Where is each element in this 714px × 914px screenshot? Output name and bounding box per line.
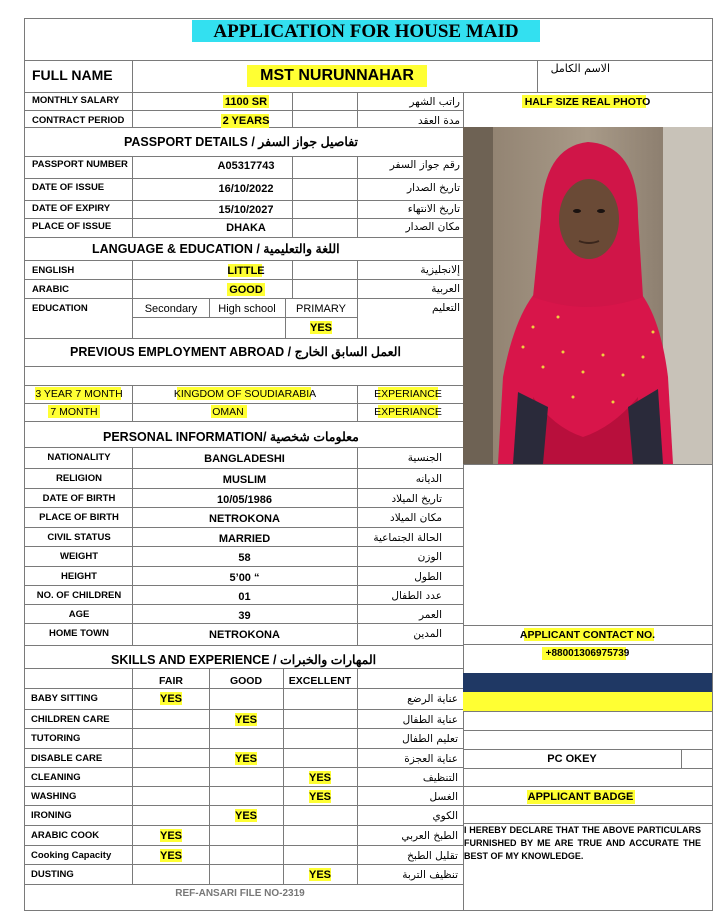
grid-line [712, 18, 713, 910]
photo-label: HALF SIZE REAL PHOTO [524, 96, 651, 108]
grid-line [132, 92, 133, 127]
grid-line [24, 585, 463, 586]
passport-row-label: PASSPORT NUMBER [32, 159, 128, 170]
skill-mark: YES [308, 869, 331, 881]
passport-row-arabic: مكان الصدار [405, 221, 460, 233]
navy-bar [463, 673, 712, 692]
skill-row-arabic: تقليل الطبخ [407, 850, 458, 862]
passport-row-value: DHAKA [226, 222, 266, 234]
grid-line [292, 92, 293, 127]
education-arabic: التعليم [432, 302, 460, 314]
arabic-lang-arabic: العربية [431, 283, 460, 295]
passport-heading: PASSPORT DETAILS / تفاصيل جواز السفر [124, 135, 359, 149]
personal-row-arabic: العمر [418, 609, 442, 621]
grid-line [24, 468, 463, 469]
personal-row-value: 5’00 “ [229, 572, 260, 584]
employment-heading: PREVIOUS EMPLOYMENT ABROAD / العمل السابق الخارج [70, 345, 401, 359]
passport-row-value: 16/10/2022 [218, 183, 274, 195]
grid-line [132, 156, 133, 237]
skill-row-label: TUTORING [31, 733, 81, 744]
grid-line [24, 110, 463, 111]
skills-heading: SKILLS AND EXPERIENCE / المهارات والخبرات [111, 653, 377, 667]
skill-row-arabic: تنظيف التربة [402, 869, 458, 881]
personal-row-arabic: الديانه [415, 473, 442, 485]
personal-row-label: NO. OF CHILDREN [36, 590, 122, 601]
personal-row-label: HEIGHT [61, 571, 97, 582]
grid-line [463, 730, 712, 731]
personal-row-value: NETROKONA [209, 513, 280, 525]
passport-row-label: PLACE OF ISSUE [32, 221, 112, 232]
grid-line [24, 623, 463, 624]
skill-row-arabic: الطبخ العربي [401, 830, 458, 842]
personal-row-value: NETROKONA [209, 629, 280, 641]
grid-line [357, 260, 358, 338]
passport-row-arabic: تاريخ الصدار [407, 182, 460, 194]
education-selected: YES [309, 322, 332, 334]
passport-row-label: DATE OF ISSUE [32, 182, 105, 193]
skill-col-fair: FAIR [159, 675, 183, 687]
grid-line [463, 644, 712, 645]
skill-row-arabic: التنظيف [422, 772, 458, 784]
salary-arabic: راتب الشهر [409, 96, 460, 108]
grid-line [24, 805, 463, 806]
personal-row-arabic: تاريخ الميلاد [391, 493, 442, 505]
education-option-secondary: Secondary [144, 303, 198, 315]
grid-line [24, 18, 713, 19]
grid-line [463, 749, 712, 750]
grid-line [463, 768, 712, 769]
education-label: EDUCATION [32, 303, 88, 314]
grid-line [24, 668, 463, 669]
grid-line [24, 507, 463, 508]
english-label: ENGLISH [32, 265, 75, 276]
emp2-type: EXPERIANCE [374, 406, 442, 418]
contract-value: 2 YEARS [222, 115, 270, 127]
arabic-label: ARABIC [32, 284, 69, 295]
skill-mark: YES [308, 772, 331, 784]
personal-row-label: HOME TOWN [49, 628, 109, 639]
skill-row-label: CLEANING [31, 772, 81, 783]
grid-line [24, 825, 463, 826]
skill-col-good: GOOD [229, 675, 263, 687]
grid-line [292, 260, 293, 298]
declaration: I HEREBY DECLARE THAT THE ABOVE PARTICULARS FURNISHED BY ME ARE TRUE AND ACCURATE THE BEST OF MY KNOWLEDGE. [464, 825, 701, 861]
grid-line [463, 786, 712, 787]
grid-line [24, 218, 463, 219]
grid-line [537, 60, 538, 92]
salary-label: MONTHLY SALARY [32, 95, 120, 106]
passport-row-arabic: رقم جواز السفر [389, 159, 460, 171]
grid-line [24, 864, 463, 865]
emp1-type: EXPERIANCE [374, 388, 442, 400]
skill-row-arabic: الغسل [429, 791, 458, 803]
grid-line [24, 767, 463, 768]
personal-row-value: 58 [238, 552, 251, 564]
grid-line [24, 366, 463, 367]
personal-row-label: NATIONALITY [47, 452, 111, 463]
grid-line [24, 156, 463, 157]
contact-value: +88001306975739 [545, 648, 630, 659]
grid-line [132, 60, 133, 92]
personal-row-arabic: الطول [414, 571, 442, 583]
full-name-arabic: الاسم الكامل [550, 62, 610, 75]
skill-row-label: DUSTING [31, 869, 74, 880]
skill-mark: YES [234, 810, 257, 822]
skill-row-arabic: تعليم الطفال [402, 733, 458, 745]
skill-row-label: WASHING [31, 791, 77, 802]
grid-line [133, 317, 357, 318]
passport-row-arabic: تاريخ الانتهاء [407, 203, 460, 215]
grid-line [24, 748, 463, 749]
personal-row-label: AGE [68, 609, 90, 620]
language-heading: LANGUAGE & EDUCATION / اللغة والتعليمية [92, 242, 340, 256]
grid-line [463, 805, 712, 806]
personal-row-value: 10/05/1986 [216, 494, 273, 506]
personal-row-value: BANGLADESHI [204, 453, 285, 465]
skill-mark: YES [159, 850, 182, 862]
grid-line [292, 156, 293, 237]
grid-line [24, 688, 463, 689]
grid-line [24, 237, 463, 238]
emp1-duration: 3 YEAR 7 MONTH [35, 388, 123, 400]
grid-line [24, 604, 463, 605]
skill-row-label: CHILDREN CARE [31, 714, 110, 725]
skill-row-label: DISABLE CARE [31, 753, 103, 764]
emp2-country: OMAN [212, 406, 244, 418]
grid-line [463, 464, 712, 465]
grid-line [24, 92, 713, 93]
personal-row-arabic: الوزن [417, 551, 442, 563]
personal-row-arabic: الجنسية [407, 452, 442, 464]
personal-row-label: PLACE OF BIRTH [39, 512, 119, 523]
skill-mark: YES [234, 753, 257, 765]
personal-row-value: 39 [238, 610, 251, 622]
badge-label: APPLICANT BADGE [527, 791, 634, 803]
applicant-photo-image [463, 127, 712, 464]
skill-row-arabic: عناية العجزة [404, 753, 458, 765]
salary-value: 1100 SR [224, 96, 268, 108]
english-arabic: إلانجليزية [420, 264, 460, 276]
skill-row-label: BABY SITTING [31, 693, 98, 704]
grid-line [24, 488, 463, 489]
grid-line [24, 566, 463, 567]
contract-label: CONTRACT PERIOD [32, 115, 125, 126]
grid-line [24, 338, 463, 339]
grid-line [24, 178, 463, 179]
personal-row-arabic: عدد الطفال [391, 590, 442, 602]
personal-heading: PERSONAL INFORMATION/ معلومات شخصية [103, 430, 359, 444]
passport-row-value: 15/10/2027 [218, 204, 274, 216]
personal-row-arabic: المدين [413, 628, 442, 640]
full-name-label: FULL NAME [32, 67, 113, 83]
grid-line [357, 668, 358, 884]
grid-line [357, 447, 358, 645]
yellow-bar [463, 692, 712, 711]
grid-line [463, 711, 712, 712]
grid-line [24, 260, 463, 261]
grid-line [24, 385, 463, 386]
personal-row-arabic: مكان الميلاد [390, 512, 442, 524]
grid-line [463, 625, 712, 626]
page-title: APPLICATION FOR HOUSE MAID [213, 21, 519, 42]
grid-line [24, 18, 25, 910]
grid-line [24, 645, 463, 646]
grid-line [24, 786, 463, 787]
grid-line [24, 910, 713, 911]
personal-row-value: MUSLIM [222, 474, 267, 486]
personal-row-arabic: الحالة الجتماعية [373, 532, 442, 544]
skill-row-arabic: عناية الرضع [407, 693, 458, 705]
grid-line [24, 403, 463, 404]
passport-row-label: DATE OF EXPIRY [32, 203, 111, 214]
skill-row-label: IRONING [31, 810, 72, 821]
grid-line [24, 546, 463, 547]
contact-label: APPLICANT CONTACT NO. [519, 629, 656, 641]
grid-line [24, 200, 463, 201]
skill-mark: YES [159, 693, 182, 705]
education-option-primary: PRIMARY [296, 303, 346, 315]
grid-line [24, 884, 463, 885]
skill-row-label: ARABIC COOK [31, 830, 100, 841]
skill-mark: YES [159, 830, 182, 842]
grid-line [24, 527, 463, 528]
personal-row-label: CIVIL STATUS [47, 532, 111, 543]
skill-row-arabic: الكوي [432, 810, 458, 822]
personal-row-label: RELIGION [56, 473, 102, 484]
full-name-value: MST NURUNNAHAR [260, 67, 414, 84]
grid-line [24, 279, 463, 280]
grid-line [132, 260, 133, 338]
personal-row-label: DATE OF BIRTH [42, 493, 116, 504]
grid-line [24, 845, 463, 846]
passport-row-value: A05317743 [217, 160, 275, 172]
grid-line [24, 447, 463, 448]
grid-line [24, 60, 713, 61]
personal-row-value: MARRIED [218, 533, 271, 545]
grid-line [681, 749, 682, 768]
grid-line [24, 421, 463, 422]
skill-col-excellent: EXCELLENT [288, 675, 352, 687]
applicant-photo [463, 127, 712, 464]
skill-row-label: Cooking Capacity [31, 850, 112, 861]
skill-mark: YES [308, 791, 331, 803]
emp2-duration: 7 MONTH [50, 406, 98, 418]
footer-ref: REF-ANSARI FILE NO-2319 [175, 888, 305, 899]
grid-line [357, 156, 358, 237]
contract-arabic: مدة العقد [418, 115, 460, 127]
emp1-country: KINGDOM OF SOUDIARABIA [173, 388, 317, 400]
personal-row-label: WEIGHT [60, 551, 98, 562]
arabic-value: GOOD [229, 284, 263, 296]
skill-mark: YES [234, 714, 257, 726]
english-value: LITTLE [227, 265, 265, 277]
grid-line [24, 728, 463, 729]
personal-row-value: 01 [238, 591, 251, 603]
grid-line [24, 298, 463, 299]
grid-line [209, 668, 210, 884]
grid-line [357, 92, 358, 127]
grid-line [24, 709, 463, 710]
pc-status: PC OKEY [547, 753, 597, 765]
skill-row-arabic: عناية الطفال [402, 714, 458, 726]
education-option-highschool: High school [218, 303, 276, 315]
